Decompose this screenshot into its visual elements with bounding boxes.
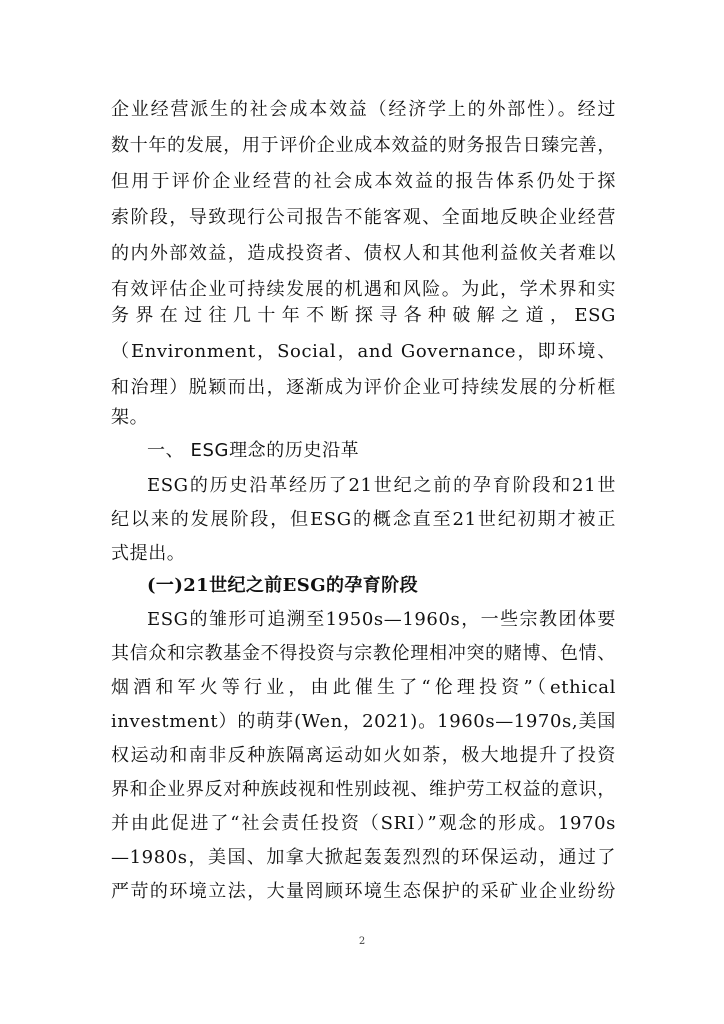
text-line: 索阶段，导致现行公司报告不能客观、全面地反映企业经营 — [111, 207, 616, 228]
text-line: 式提出。 — [111, 543, 186, 564]
text-line: 其信众和宗教基金不得投资与宗教伦理相冲突的赌博、色情、 — [111, 643, 616, 664]
text-line: 权运动和南非反种族隔离运动如火如荼，极大地提升了投资 — [111, 745, 616, 766]
section-heading: 一、 ESG理念的历史沿革 — [147, 440, 360, 461]
text-line: —1980s，美国、加拿大掀起轰轰烈烈的环保运动，通过了 — [111, 847, 616, 868]
text-line: 严苛的环境立法，大量罔顾环境生态保护的采矿业企业纷纷 — [111, 881, 616, 902]
page-number: 2 — [358, 936, 366, 947]
text-line: 并由此促进了“社会责任投资（SRI）”观念的形成。1970s — [111, 813, 616, 834]
text-line: 企业经营派生的社会成本效益（经济学上的外部性）。经过 — [111, 99, 616, 120]
text-line: 但用于评价企业经营的社会成本效益的报告体系仍处于探 — [111, 171, 616, 192]
text-line: ESG的雏形可追溯至1950s—1960s，一些宗教团体要 — [147, 609, 616, 630]
text-line: 和治理）脱颖而出，逐渐成为评价企业可持续发展的分析框 — [111, 377, 616, 398]
text-line: （Environment，Social，and Governance，即环境、 — [111, 341, 616, 362]
text-line: 务界在过往几十年不断探寻各种破解之道，ESG — [111, 305, 616, 326]
text-line: 纪以来的发展阶段，但ESG的概念直至21世纪初期才被正 — [111, 509, 616, 530]
text-line: 烟酒和军火等行业，由此催生了“伦理投资”（ethical — [111, 677, 616, 698]
text-line: investment）的萌芽(Wen，2021)。1960s—1970s,美国 — [111, 711, 616, 732]
text-line: 数十年的发展，用于评价企业成本效益的财务报告日臻完善， — [111, 135, 616, 156]
text-line: 架。 — [111, 407, 149, 428]
text-line: ESG的历史沿革经历了21世纪之前的孕育阶段和21世 — [147, 475, 616, 496]
text-line: 界和企业界反对种族歧视和性别歧视、维护劳工权益的意识， — [111, 779, 616, 800]
text-line: 的内外部效益，造成投资者、债权人和其他利益攸关者难以 — [111, 243, 616, 264]
subsection-heading: (一)21世纪之前ESG的孕育阶段 — [147, 575, 418, 596]
text-line: 有效评估企业可持续发展的机遇和风险。为此，学术界和实 — [111, 279, 616, 300]
